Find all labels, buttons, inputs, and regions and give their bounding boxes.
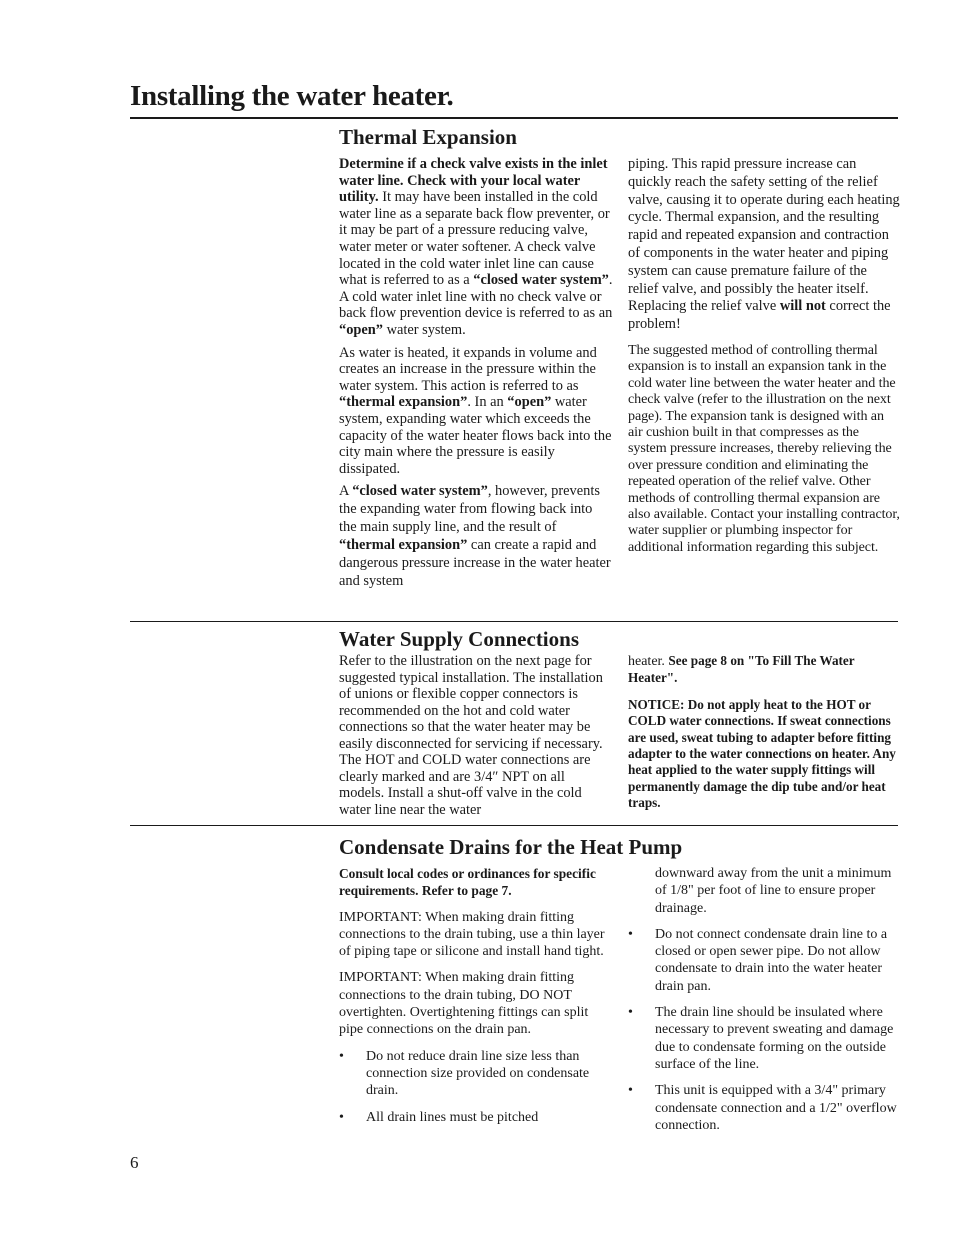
condensate-left-column [339, 865, 613, 1126]
condensate-bullet-list-right [628, 926, 900, 1134]
section-divider [130, 825, 898, 826]
term-will-not: will not [779, 298, 826, 315]
thermal-paragraph-3 [339, 482, 613, 590]
bullet-continuation: downward away from the unit a minimum of 1/8" per foot of line to ensure proper drainage. [655, 866, 892, 916]
text-span: A [339, 483, 353, 500]
bullet-icon: • [628, 1083, 633, 1099]
text-span: . A cold water inlet line with no check valve or back flow prevention device is referred to as an [339, 272, 613, 322]
page-title: Installing the water heater. [130, 80, 454, 112]
list-item [339, 1048, 613, 1100]
text-span: water system, expanding water which exceeds the capacity of the water heater flows back into the city main where the pressure is easily dissipated. [339, 394, 612, 477]
water-supply-paragraph: Refer to the illustration on the next page for suggested typical installation. The installation of unions or flexible copper connectors is recommended on the hot and cold water connections so that the water heater may be easily disconnected for servicing if necessary. The HOT and COLD water connections are clearly marked and are 3/4″ NPT on all models. Install a shut-off valve in the cold water line near the water [339, 653, 603, 818]
text-span: Do not reduce drain line size less than connection size provided on condensate drain. [366, 1048, 590, 1099]
thermal-expansion-right-column [628, 156, 900, 555]
section-divider [130, 621, 898, 622]
fill-page-reference: See page 8 on "To Fill The Water Heater". [628, 653, 855, 686]
text-span: As water is heated, it expands in volume and creates an increase in the pressure within the water system. This action is referred to as [339, 344, 597, 394]
title-divider [130, 117, 898, 119]
text-span: , however, prevents the expanding water from flowing back into the main supply line, and the result of [339, 483, 600, 536]
water-supply-left-column [339, 653, 613, 818]
fill-reference [628, 653, 900, 687]
bullet-icon: • [339, 1048, 344, 1064]
thermal-paragraph-5: The suggested method of controlling thermal expansion is to install an expansion tank in the cold water line between the water heater and the check valve (refer to the illustration on the next page). The expansion tank is designed with an air cushion built in that compresses as the system pressure increases, thereby relieving the over pressure condition and eliminating the repeated operation of the relief valve. Other methods of controlling thermal expansion are also available. Contact your installing contractor, water supplier or plumbing inspector for additional information regarding this subject. [628, 341, 900, 555]
text-span: can create a rapid and dangerous pressure increase in the water heater and system [339, 537, 611, 590]
term-open: “open” [507, 394, 552, 411]
codes-paragraph: Consult local codes or ordinances for specific requirements. Refer to page 7. [339, 866, 596, 899]
term-closed-water-system: “closed water system” [473, 272, 609, 289]
notice-paragraph: NOTICE: Do not apply heat to the HOT or COLD water connections. If sweat connections are used, sweat tubing to adapter before fitting adapter to the water connections on heater. Any heat applied to the water supply fittings will permanently damage the dip tube and/or heat traps. [628, 696, 896, 811]
text-span: Do not connect condensate drain line to a closed or open sewer pipe. Do not allow condensate to drain into the water heater drain pan. [655, 926, 888, 994]
term-open: “open” [339, 321, 383, 338]
list-item [628, 1004, 900, 1073]
bullet-icon: • [339, 1109, 344, 1125]
term-closed-water-system: “closed water system” [352, 483, 488, 500]
term-thermal-expansion: “thermal expansion” [339, 394, 468, 411]
water-supply-heading: Water Supply Connections [339, 627, 579, 651]
thermal-paragraph-4 [628, 156, 900, 334]
text-span: All drain lines must be pitched [366, 1109, 539, 1125]
text-span: piping. This rapid pressure increase can quickly reach the safety setting of the relief valve, causing it to operate during each heating cycle. Thermal expansion, and the resulting rapid and repeated expansion and contraction of components in the water heater and piping system can cause premature failure of the relief valve, and possibly the heater itself. Replacing the relief valve [628, 156, 900, 315]
text-span: This unit is equipped with a 3/4" primary condensate connection and a 1/2" overflow connection. [655, 1083, 897, 1133]
important-paragraph-2: IMPORTANT: When making drain fitting connections to the drain tubing, DO NOT overtighten. Overtightening fittings can split pipe connections on the drain pan. [339, 970, 589, 1038]
bullet-icon: • [628, 926, 633, 942]
list-item [628, 1082, 900, 1134]
important-paragraph-1: IMPORTANT: When making drain fitting connections to the drain tubing, use a thin layer of piping tape or silicone and install hand tight. [339, 909, 605, 960]
bullet-icon: • [628, 1005, 633, 1021]
text-span: It may have been installed in the cold water line as a separate back flow preventer, or it may be part of a pressure reducing valve, water meter or water softener. A check valve located in the cold water inlet line can cause what is referred to as a [339, 189, 610, 289]
condensate-right-column [628, 865, 900, 1134]
check-valve-instruction: Determine if a check valve exists in the inlet water line. Check with your local water utility. [339, 156, 608, 206]
text-span: The drain line should be insulated where necessary to prevent sweating and damage due to condensate forming on the outside surface of the line. [655, 1005, 894, 1072]
thermal-expansion-left-column [339, 156, 613, 590]
text-span: heater. [628, 654, 669, 669]
text-span: water system. [382, 321, 466, 338]
condensate-bullet-list-left [339, 1048, 613, 1126]
thermal-paragraph-1 [339, 156, 613, 339]
thermal-expansion-heading: Thermal Expansion [339, 125, 517, 149]
water-supply-right-column [628, 653, 900, 812]
condensate-drains-heading: Condensate Drains for the Heat Pump [339, 835, 683, 859]
list-item [628, 926, 900, 995]
thermal-paragraph-2 [339, 345, 613, 478]
page-number: 6 [130, 1153, 139, 1172]
text-span: correct the problem! [628, 298, 891, 333]
list-item [339, 1109, 613, 1126]
text-span: . In an [467, 394, 508, 411]
term-thermal-expansion: “thermal expansion” [339, 537, 468, 554]
